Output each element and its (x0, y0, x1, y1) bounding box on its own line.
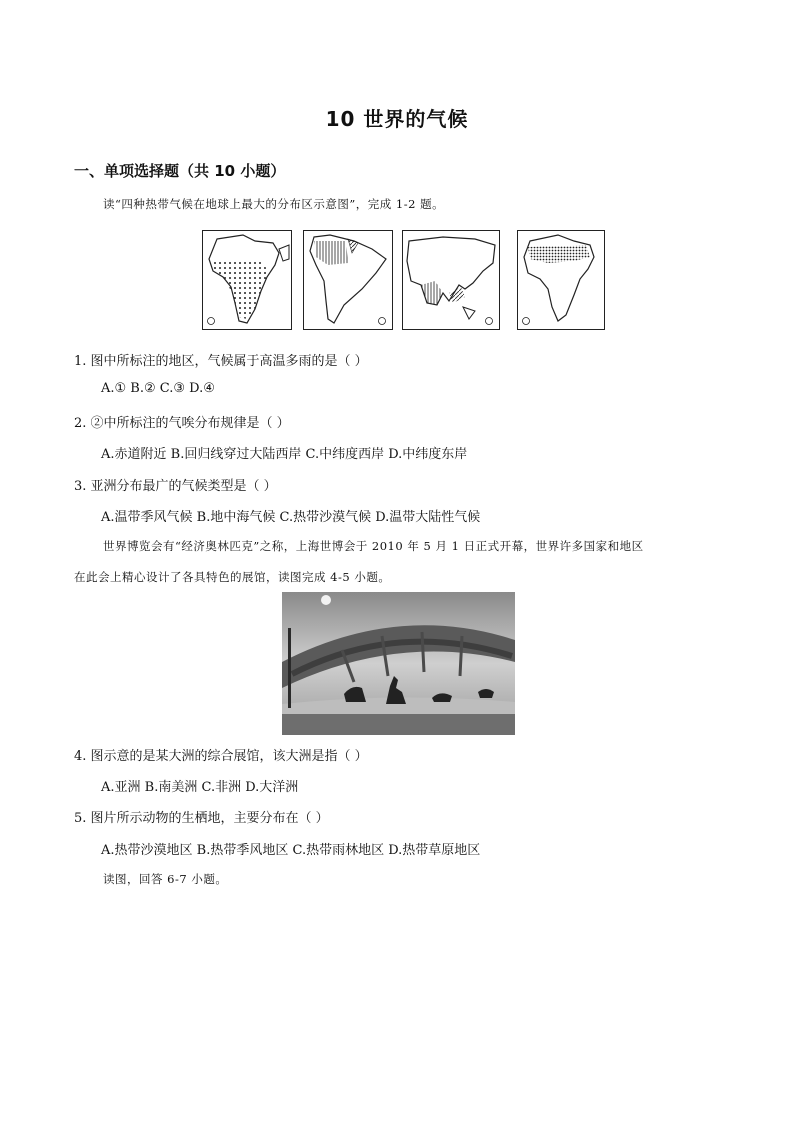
question-1-options: A.① B.② C.③ D.④ (101, 381, 215, 396)
question-1: 1. 图中所标注的地区，气候属于高温多雨的是（ ） (74, 354, 368, 369)
question-5-options: A.热带沙漠地区 B.热带季风地区 C.热带雨林地区 D.热带草原地区 (101, 843, 481, 858)
intro-text-3: 读图，回答 6-7 小题。 (103, 872, 228, 886)
page-title: 10 世界的气候 (325, 107, 469, 131)
question-4-options: A.亚洲 B.南美洲 C.非洲 D.大洋洲 (101, 780, 299, 795)
question-3-options: A.温带季风气候 B.地中海气候 C.热带沙漠气候 D.温带大陆性气候 (101, 510, 481, 525)
map-africa-1 (202, 230, 292, 330)
question-2: 2. ②中所标注的气唉分布规律是（ ） (74, 416, 290, 431)
expo-pavilion-photo (282, 592, 515, 735)
question-4: 4. 图示意的是某大洲的综合展馆，该大洲是指（ ） (74, 749, 368, 764)
intro-text-1: 读“四种热带气候在地球上最大的分布区示意图”，完成 1-2 题。 (103, 197, 445, 211)
climate-maps-figure (202, 230, 604, 330)
map-1-marker-icon (208, 318, 215, 325)
map-africa-4 (517, 230, 605, 330)
question-2-options: A.赤道附近 B.回归线穿过大陆西岸 C.中纬度西岸 D.中纬度东岸 (101, 447, 468, 462)
question-5: 5. 图片所示动物的生栖地，主要分布在（ ） (74, 811, 329, 826)
map-4-marker-icon (523, 318, 530, 325)
section-heading: 一、单项选择题（共 10 小题） (74, 162, 286, 180)
map-3-marker-icon (486, 318, 493, 325)
map-2-marker-icon (379, 318, 386, 325)
question-3: 3. 亚洲分布最广的气候类型是（ ） (74, 479, 277, 494)
map-asia-3 (402, 230, 500, 330)
intro-text-2-line-2: 在此会上精心设计了各具特色的展馆，读图完成 4-5 小题。 (74, 570, 391, 584)
intro-text-2-line-1: 世界博览会有“经济奥林匹克”之称，上海世博会于 2010 年 5 月 1 日正式开幕，世界许多国家和地区 (103, 539, 644, 553)
map-south-america-2 (303, 230, 393, 330)
